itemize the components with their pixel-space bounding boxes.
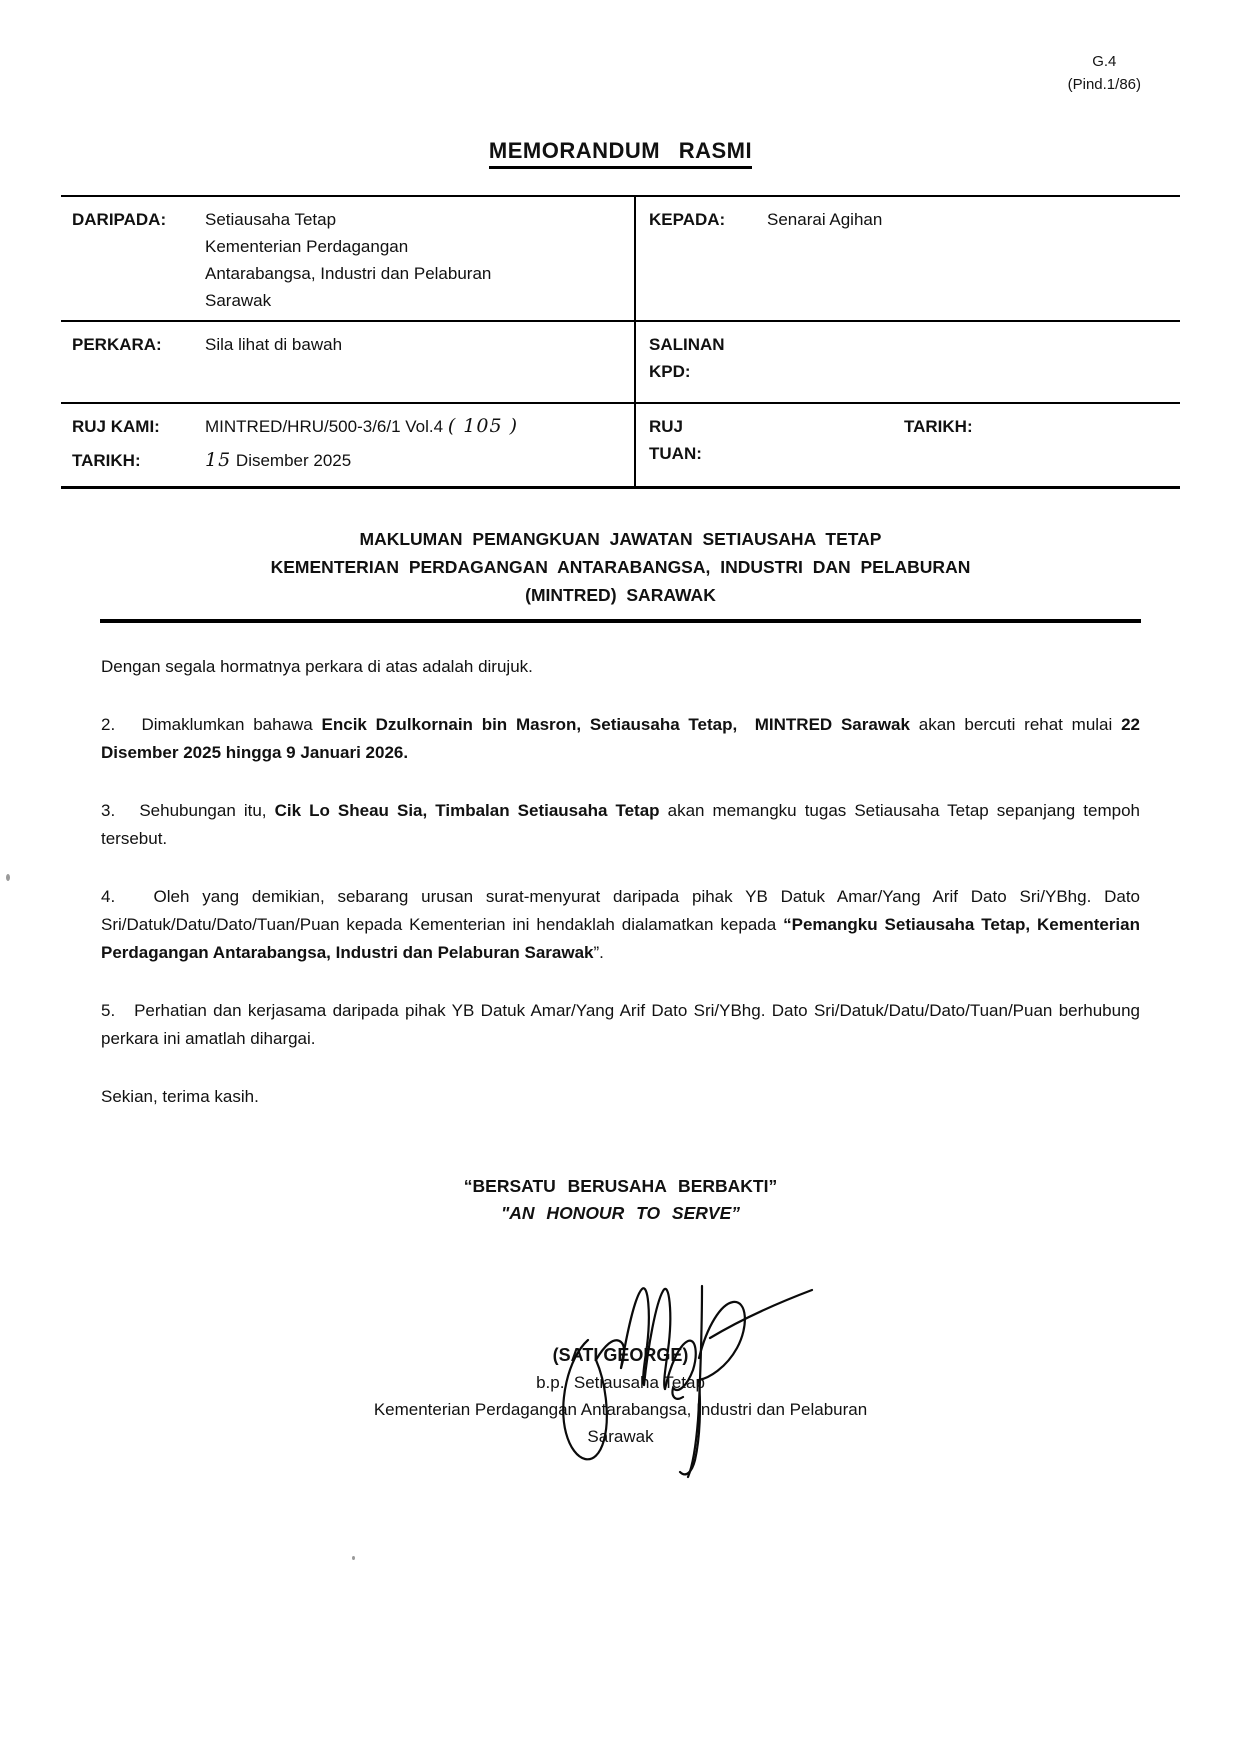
tarikh-month-year: Disember 2025 <box>235 450 352 470</box>
signatory-on-behalf: b.p. Setiausaha Tetap <box>536 1373 705 1392</box>
daripada-line: Kementerian Perdagangan <box>205 237 409 256</box>
paragraph-5: 5. Perhatian dan kerjasama daripada pihak YB Datuk Amar/Yang Arif Dato Sri/YBhg. Dato Sri/Datuk/Datu/Dato/Tuan/Puan berhubung perkara ini amatlah dihargai. <box>101 1001 1140 1048</box>
kepada-label: KEPADA: <box>649 210 726 229</box>
form-code: G.4 <box>1092 53 1117 70</box>
daripada-line: Setiausaha Tetap <box>205 210 337 229</box>
form-revision: (Pind.1/86) <box>1067 76 1141 93</box>
kepada-value: Senarai Agihan <box>767 210 883 229</box>
memo-body <box>101 653 1140 1111</box>
table-row-daripada-kepada <box>61 197 1180 322</box>
salinan-label-line: SALINAN <box>649 335 725 354</box>
paragraph-2: 2. Dimaklumkan bahawa Encik Dzulkornain bin Masron, Setiausaha Tetap, MINTRED Sarawak akan bercuti rehat mulai 22 Disember 2025 hingga 9 Januari 2026. <box>101 715 1140 762</box>
paragraph-closing: Sekian, terima kasih. <box>101 1087 259 1106</box>
salinan-cell <box>636 322 1180 402</box>
daripada-label: DARIPADA: <box>72 210 167 229</box>
signatory-name: (SATI GEORGE) <box>552 1345 689 1365</box>
paragraph-salutation: Dengan segala hormatnya perkara di atas adalah dirujuk. <box>101 657 533 676</box>
subject-line: MAKLUMAN PEMANGKUAN JAWATAN SETIAUSAHA TETAP <box>359 529 882 549</box>
signatory-state: Sarawak <box>587 1427 654 1446</box>
daripada-cell <box>61 197 636 320</box>
signature-block <box>0 1342 1241 1450</box>
page-title: MEMORANDUM RASMI <box>489 138 752 169</box>
ruj-tuan-label <box>649 413 767 480</box>
table-row-perkara-salinan <box>61 322 1180 404</box>
tarikh-left-value <box>205 447 626 481</box>
perkara-cell <box>61 322 636 402</box>
tarikh-handwritten-day: 15 <box>205 448 232 471</box>
ruj-kami-handwritten-number: ( 105 ) <box>447 415 518 437</box>
signatory-ministry: Kementerian Perdagangan Antarabangsa, Industri dan Pelaburan <box>373 1400 868 1419</box>
scan-speck <box>352 1556 355 1560</box>
ruj-kami-ref: MINTRED/HRU/500-3/6/1 Vol.4 <box>205 417 444 436</box>
ruj-kami-value <box>205 413 626 447</box>
tarikh-right-label: TARIKH: <box>904 417 973 436</box>
kepada-cell <box>636 197 1180 320</box>
subject-heading <box>100 525 1141 623</box>
ruj-tuan-cell <box>636 404 1180 486</box>
table-row-ruj-tarikh <box>61 404 1180 486</box>
perkara-value: Sila lihat di bawah <box>205 335 343 354</box>
ruj-tuan-label-line: RUJ <box>649 417 684 436</box>
motto-block <box>0 1173 1241 1227</box>
perkara-label: PERKARA: <box>72 335 162 354</box>
ruj-tuan-label-line: TUAN: <box>649 444 702 463</box>
daripada-line: Sarawak <box>205 291 272 310</box>
paragraph-4: 4. Oleh yang demikian, sebarang urusan surat-menyurat daripada pihak YB Datuk Amar/Yang Arif Dato Sri/YBhg. Dato Sri/Datuk/Datu/Dato/Tuan/Puan kepada Kementerian ini hendaklah dialamatkan kepada “Pemangku Setiausaha Tetap, Kementerian Perdagangan Antarabangsa, Industri dan Pelaburan Sarawak”. <box>101 887 1140 962</box>
salinan-label-line: KPD: <box>649 362 691 381</box>
scan-speck <box>6 874 10 881</box>
subject-line: KEMENTERIAN PERDAGANGAN ANTARABANGSA, INDUSTRI DAN PELABURAN <box>270 557 971 577</box>
subject-line: (MINTRED) SARAWAK <box>525 585 716 605</box>
motto-line-malay: “BERSATU BERUSAHA BERBAKTI” <box>463 1176 778 1196</box>
tarikh-left-label: TARIKH: <box>72 450 141 470</box>
memo-header-table <box>61 195 1180 489</box>
salinan-label <box>649 331 767 396</box>
form-code-block <box>1068 50 1141 96</box>
daripada-value <box>205 206 491 314</box>
paragraph-3: 3. Sehubungan itu, Cik Lo Sheau Sia, Timbalan Setiausaha Tetap akan memangku tugas Setiausaha Tetap sepanjang tempoh tersebut. <box>101 801 1141 848</box>
daripada-line: Antarabangsa, Industri dan Pelaburan <box>205 264 492 283</box>
ruj-kami-cell <box>61 404 636 486</box>
ruj-kami-label: RUJ KAMI: <box>72 417 160 436</box>
motto-line-english: "AN HONOUR TO SERVE” <box>501 1203 740 1223</box>
title-wrap <box>0 0 1241 169</box>
